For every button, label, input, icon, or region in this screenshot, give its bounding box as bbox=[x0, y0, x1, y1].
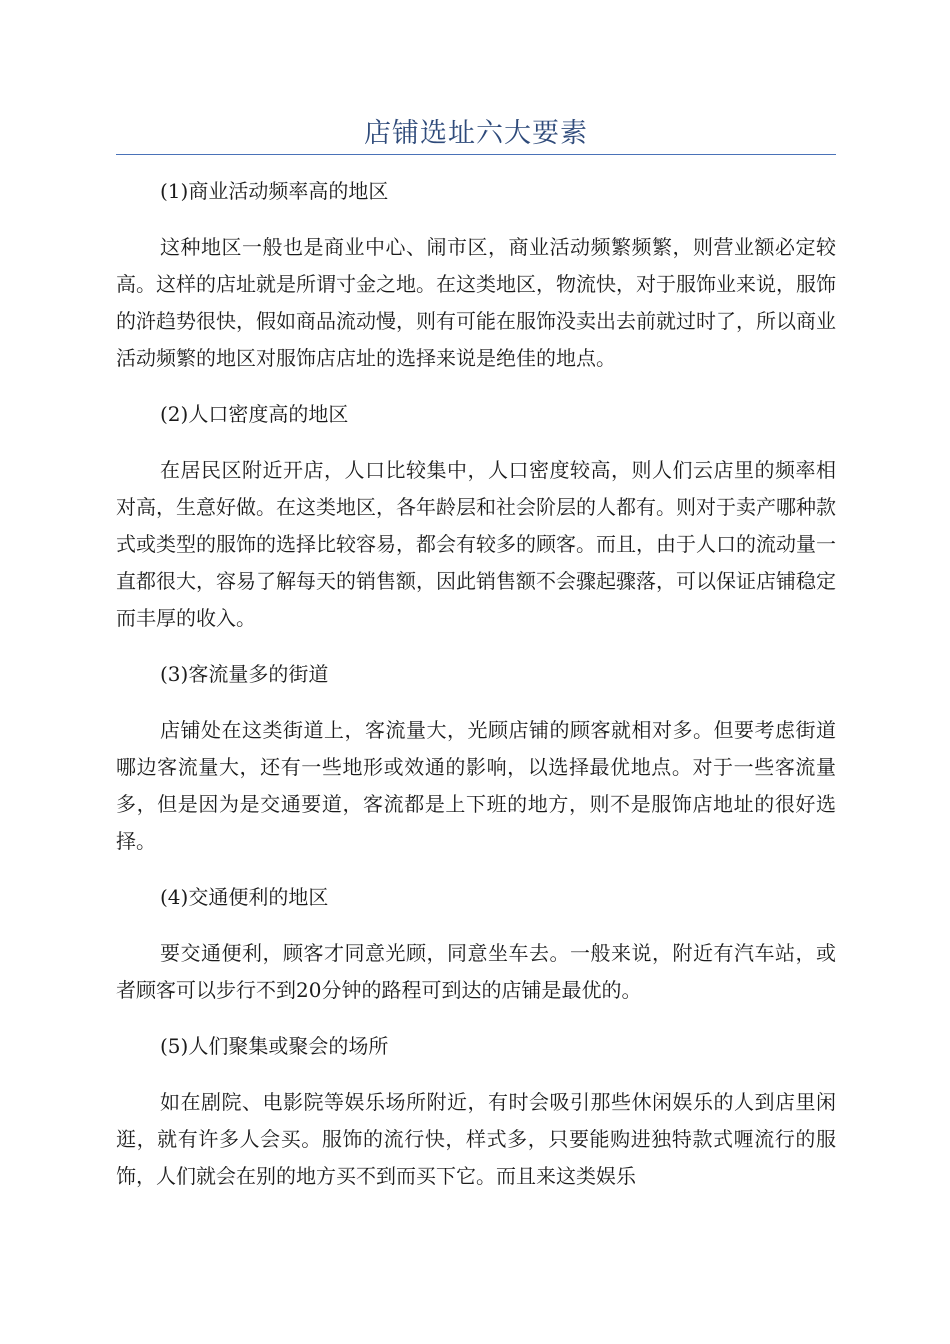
section-4 bbox=[116, 879, 836, 1009]
title-underline bbox=[116, 154, 836, 155]
section-paragraph: 店铺处在这类街道上，客流量大，光顾店铺的顾客就相对多。但要考虑街道哪边客流量大，还有一些地形或效通的影响，以选择最优地点。对于一些客流量多，但是因为是交通要道，客流都是上下班的地方，则不是服饰店地址的很好选择。 bbox=[116, 718, 836, 853]
section-5 bbox=[116, 1028, 836, 1195]
section-paragraph: 如在剧院、电影院等娱乐场所附近，有时会吸引那些休闲娱乐的人到店里闲逛，就有许多人会买。服饰的流行快，样式多，只要能购进独特款式喱流行的服饰，人们就会在别的地方买不到而买下它。而且来这类娱乐 bbox=[116, 1090, 836, 1188]
section-paragraph: 这种地区一般也是商业中心、闹市区，商业活动频繁频繁，则营业额必定较高。这样的店址就是所谓寸金之地。在这类地区，物流快，对于服饰业来说，服饰的浒趋势很快，假如商品流动慢，则有可能在服饰没卖出去前就过时了，所以商业活动频繁的地区对服饰店店址的选择来说是绝佳的地点。 bbox=[116, 235, 836, 370]
section-heading: (4)交通便利的地区 bbox=[160, 885, 329, 909]
document-page bbox=[116, 0, 836, 1195]
section-1 bbox=[116, 173, 836, 377]
section-3 bbox=[116, 656, 836, 860]
section-paragraph: 在居民区附近开店，人口比较集中，人口密度较高，则人们云店里的频率相对高，生意好做。在这类地区，各年龄层和社会阶层的人都有。则对于卖产哪种款式或类型的服饰的选择比较容易，都会有较多的顾客。而且，由于人口的流动量一直都很大，容易了解每天的销售额，因此销售额不会骤起骤落，可以保证店铺稳定而丰厚的收入。 bbox=[116, 458, 836, 630]
section-2 bbox=[116, 396, 836, 637]
section-heading: (1)商业活动频率高的地区 bbox=[160, 179, 389, 203]
section-paragraph: 要交通便利，顾客才同意光顾，同意坐车去。一般来说，附近有汽车站，或者顾客可以步行不到20分钟的路程可到达的店铺是最优的。 bbox=[116, 941, 836, 1002]
section-heading: (2)人口密度高的地区 bbox=[160, 402, 349, 426]
section-heading: (3)客流量多的街道 bbox=[160, 662, 329, 686]
document-title: 店铺选址六大要素 bbox=[364, 118, 588, 149]
section-heading: (5)人们聚集或聚会的场所 bbox=[160, 1034, 389, 1058]
